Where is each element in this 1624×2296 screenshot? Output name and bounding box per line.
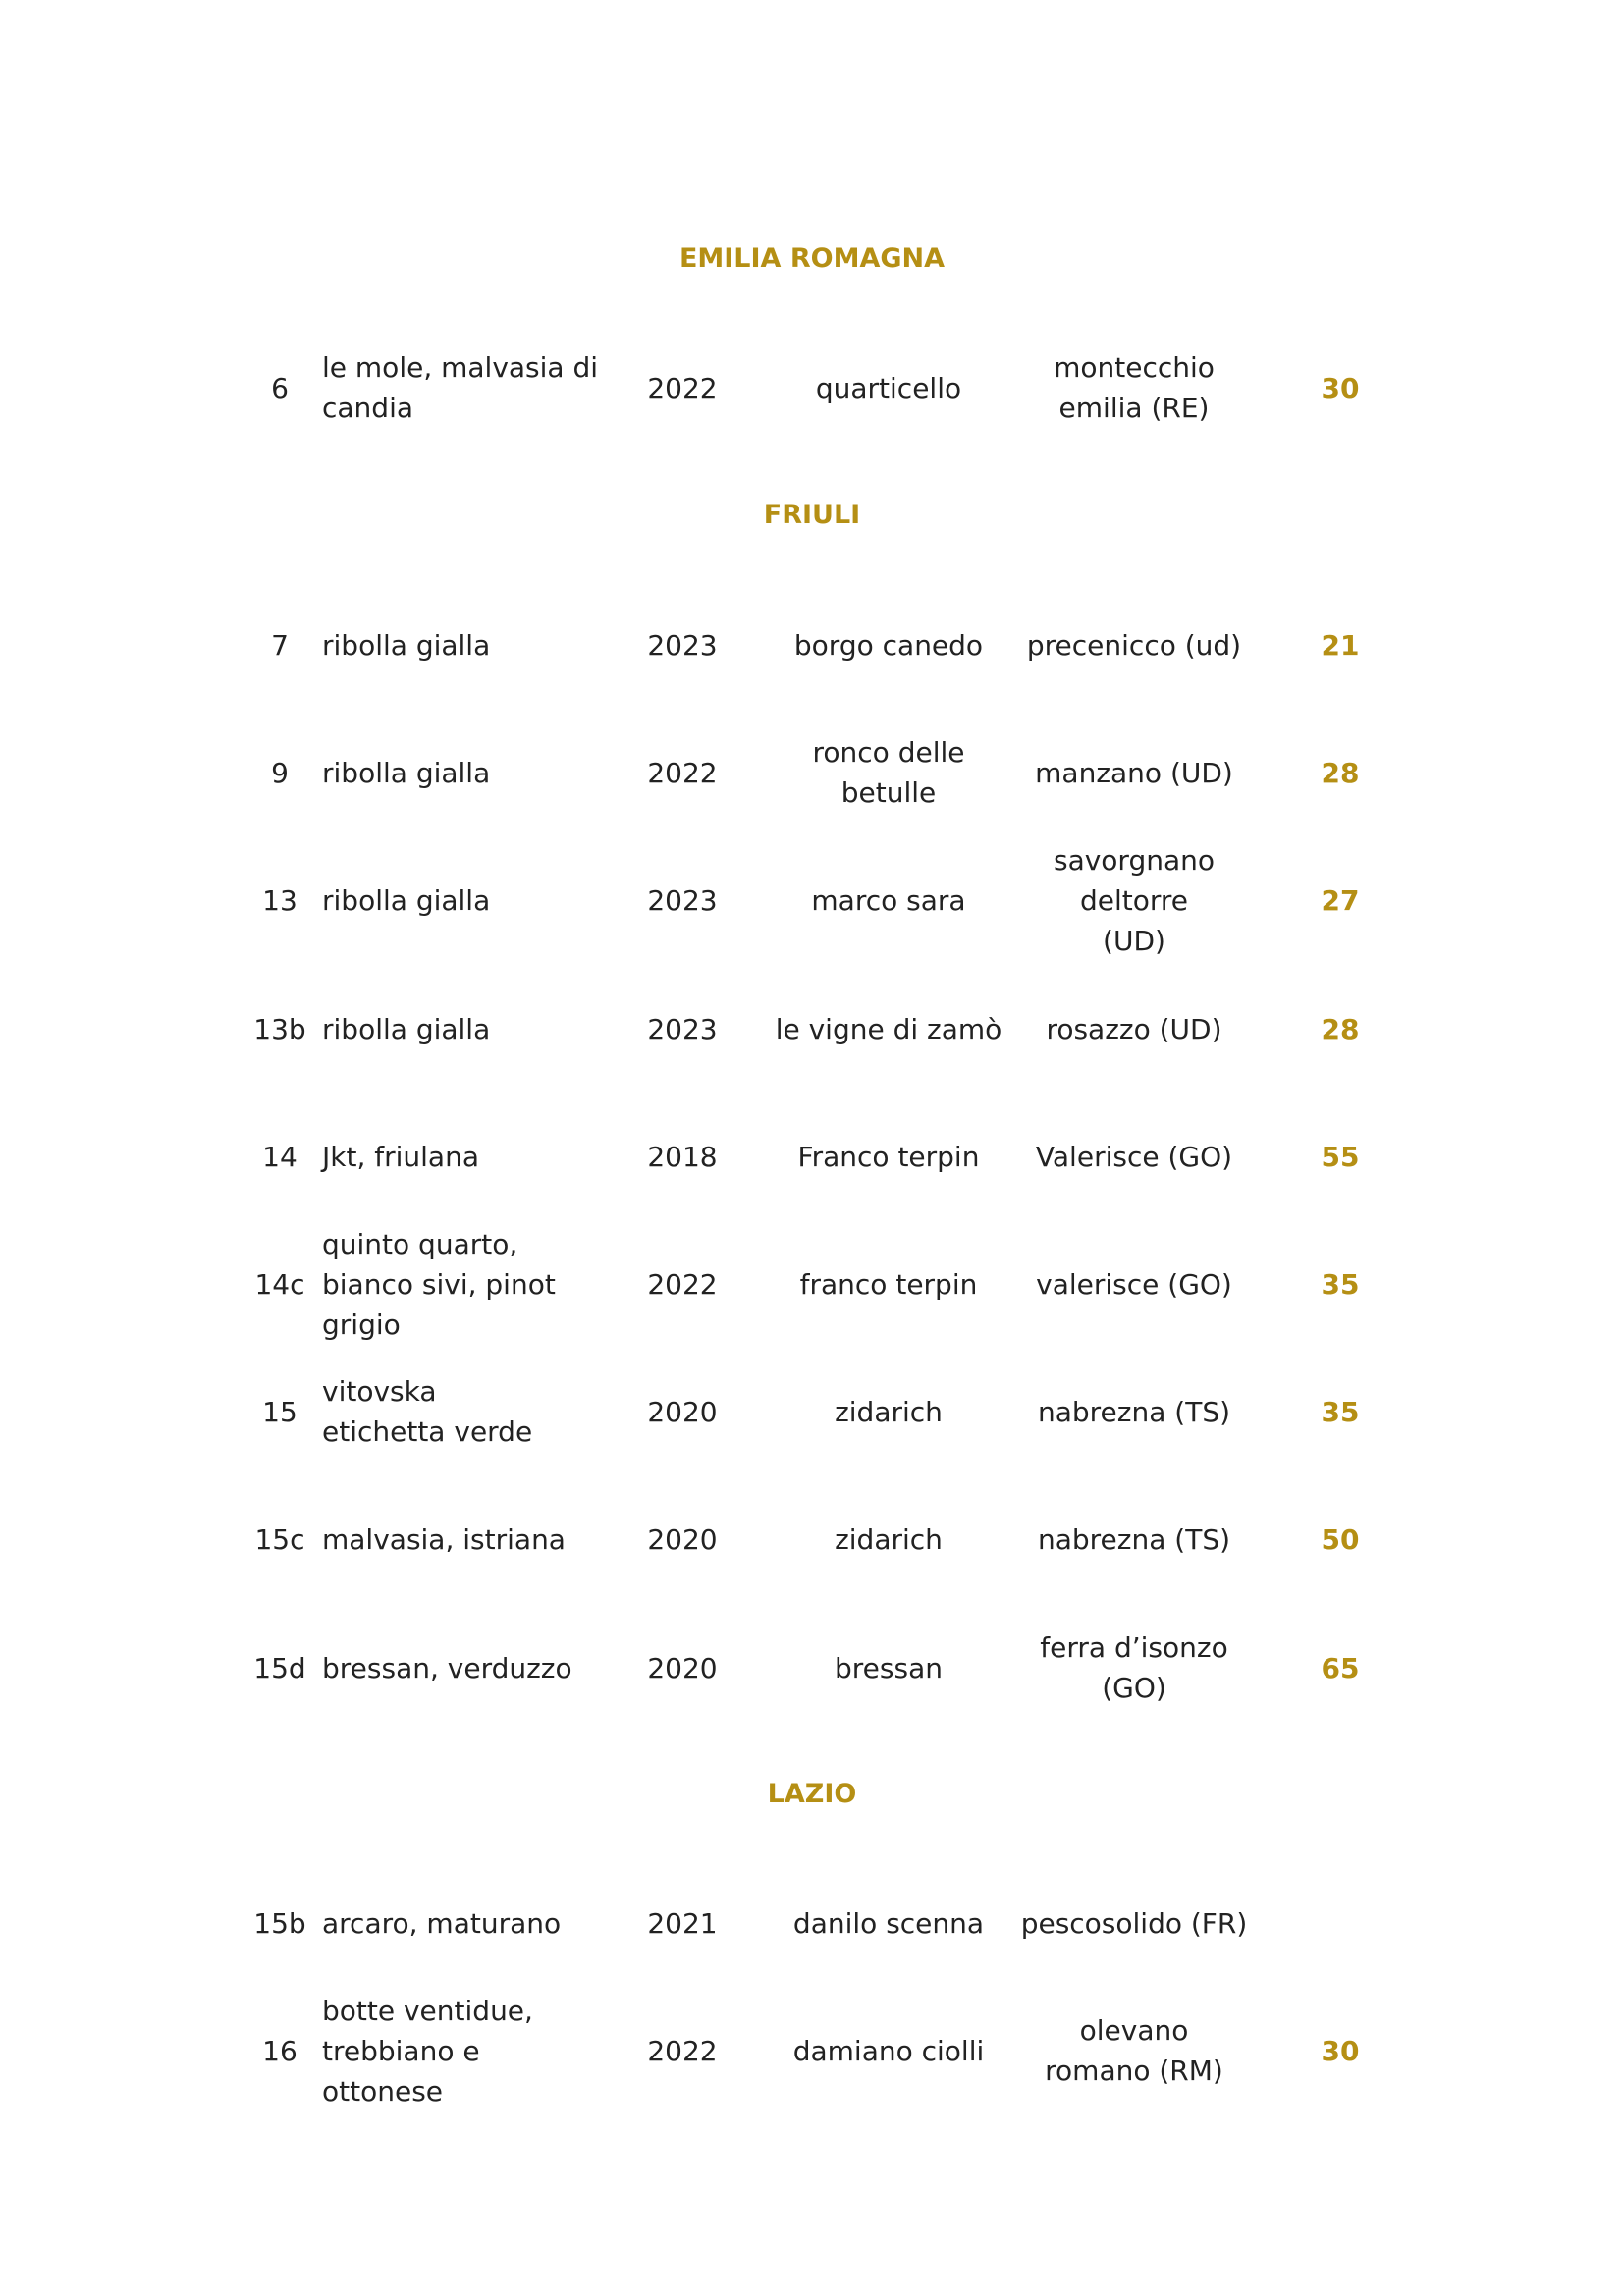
wine-price <box>1276 1879 1404 1967</box>
wine-row <box>0 1220 1624 1348</box>
wine-name: ribolla gialla <box>322 1012 491 1045</box>
wine-number: 16 <box>262 2034 298 2067</box>
wine-producer: marco sara <box>811 883 966 917</box>
wine-price: 21 <box>1321 628 1360 662</box>
wine-name: le mole, malvasia di candia <box>322 351 599 424</box>
wine-year: 2022 <box>647 1267 718 1301</box>
wine-producer: le vigne di zamò <box>775 1012 1002 1045</box>
wine-price: 65 <box>1321 1651 1360 1684</box>
wine-location: manzano (UD) <box>1035 756 1233 789</box>
wine-price: 30 <box>1321 371 1360 404</box>
wine-producer: zidarich <box>835 1395 943 1428</box>
wine-number: 14c <box>254 1267 305 1301</box>
wine-row <box>0 1495 1624 1583</box>
wine-number: 15d <box>253 1651 306 1684</box>
wine-row <box>0 1994 1624 2108</box>
wine-row <box>0 601 1624 689</box>
wine-number: 15c <box>254 1522 305 1556</box>
wine-year: 2022 <box>647 756 718 789</box>
wine-number: 7 <box>271 628 289 662</box>
wine-name: bressan, verduzzo <box>322 1651 572 1684</box>
wine-location: rosazzo (UD) <box>1046 1012 1222 1045</box>
wine-row <box>0 985 1624 1073</box>
wine-price: 55 <box>1321 1140 1360 1173</box>
wine-location: montecchio emilia (RE) <box>1054 351 1215 424</box>
section-title-lazio: LAZIO <box>767 1779 857 1809</box>
wine-name: quinto quarto, bianco sivi, pinot grigio <box>322 1227 556 1341</box>
section-title-emilia-romagna: EMILIA ROMAGNA <box>678 243 946 274</box>
wine-row <box>0 1367 1624 1456</box>
wine-producer: bressan <box>835 1651 943 1684</box>
wine-number: 13b <box>253 1012 306 1045</box>
wine-producer: franco terpin <box>799 1267 978 1301</box>
wine-number: 9 <box>271 756 289 789</box>
wine-row <box>0 344 1624 432</box>
wine-name: arcaro, maturano <box>322 1906 562 1940</box>
wine-row <box>0 1112 1624 1201</box>
wine-location: nabrezna (TS) <box>1037 1395 1231 1428</box>
wine-number: 14 <box>262 1140 298 1173</box>
wine-location: precenicco (ud) <box>1026 628 1242 662</box>
wine-name: ribolla gialla <box>322 628 491 662</box>
section-title-friuli: FRIULI <box>763 500 861 530</box>
wine-producer: borgo canedo <box>793 628 984 662</box>
wine-row <box>0 728 1624 817</box>
wine-row <box>0 1879 1624 1967</box>
wine-price: 28 <box>1321 1012 1360 1045</box>
wine-producer: Franco terpin <box>797 1140 980 1173</box>
wine-location: ferra d’isonzo (GO) <box>1040 1631 1228 1704</box>
wine-number: 6 <box>271 371 289 404</box>
wine-producer: danilo scenna <box>792 1906 985 1940</box>
wine-row <box>0 1624 1624 1712</box>
wine-year: 2020 <box>647 1651 718 1684</box>
wine-row <box>0 843 1624 957</box>
wine-location: olevano romano (RM) <box>1045 2014 1223 2087</box>
wine-producer: damiano ciolli <box>792 2034 985 2067</box>
wine-year: 2023 <box>647 883 718 917</box>
wine-name: vitovska etichetta verde <box>322 1375 533 1448</box>
wine-price: 35 <box>1321 1395 1360 1428</box>
wine-name: malvasia, istriana <box>322 1522 566 1556</box>
wine-price: 30 <box>1321 2034 1360 2067</box>
wine-location: valerisce (GO) <box>1036 1267 1232 1301</box>
wine-number: 13 <box>262 883 298 917</box>
wine-name: botte ventidue, trebbiano e ottonese <box>322 1994 533 2108</box>
wine-year: 2018 <box>647 1140 718 1173</box>
wine-name: ribolla gialla <box>322 883 491 917</box>
wine-location: pescosolido (FR) <box>1020 1906 1248 1940</box>
wine-price: 27 <box>1321 883 1360 917</box>
wine-year: 2022 <box>647 2034 718 2067</box>
wine-producer: ronco delle betulle <box>812 736 965 809</box>
wine-year: 2020 <box>647 1522 718 1556</box>
wine-location: Valerisce (GO) <box>1035 1140 1233 1173</box>
wine-location: savorgnano deltorre (UD) <box>1053 843 1216 957</box>
wine-year: 2020 <box>647 1395 718 1428</box>
wine-producer: zidarich <box>835 1522 943 1556</box>
wine-number: 15 <box>262 1395 298 1428</box>
wine-price: 35 <box>1321 1267 1360 1301</box>
wine-price: 50 <box>1321 1522 1360 1556</box>
wine-number: 15b <box>253 1906 306 1940</box>
wine-year: 2022 <box>647 371 718 404</box>
wine-price: 28 <box>1321 756 1360 789</box>
wine-year: 2023 <box>647 1012 718 1045</box>
wine-producer: quarticello <box>815 371 962 404</box>
wine-year: 2021 <box>647 1906 718 1940</box>
wine-name: Jkt, friulana <box>322 1140 479 1173</box>
wine-name: ribolla gialla <box>322 756 491 789</box>
wine-year: 2023 <box>647 628 718 662</box>
wine-location: nabrezna (TS) <box>1037 1522 1231 1556</box>
